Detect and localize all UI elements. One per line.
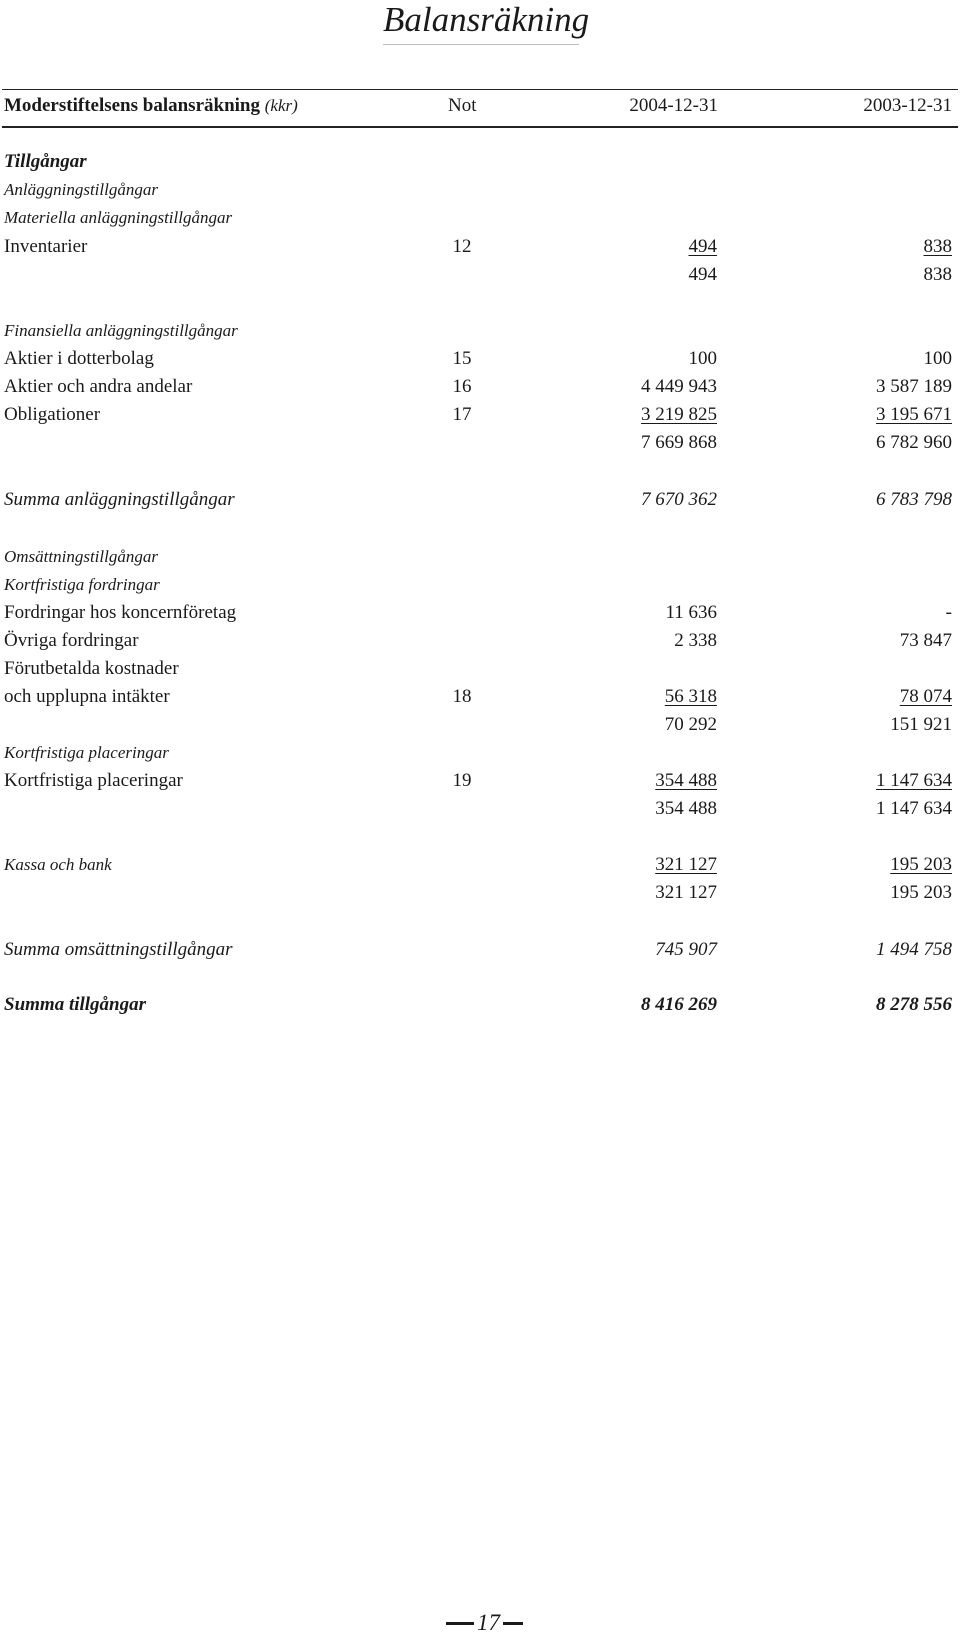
row-value-2004: 494 bbox=[688, 264, 717, 285]
subheading-materiella bbox=[0, 204, 960, 232]
row-value-2003: 838 bbox=[923, 236, 952, 257]
table-row bbox=[0, 683, 960, 711]
row-label: Finansiella anläggningstillgångar bbox=[4, 321, 238, 340]
row-value-2003: 838 bbox=[923, 264, 952, 285]
table-row bbox=[0, 345, 960, 373]
row-label: Aktier och andra andelar bbox=[4, 376, 193, 397]
row-label: Övriga fordringar bbox=[4, 630, 139, 651]
header-year-2004: 2004-12-31 bbox=[629, 95, 718, 116]
total-row-tillgangar bbox=[0, 991, 960, 1019]
row-value-2003: 195 203 bbox=[890, 882, 952, 903]
row-note: 16 bbox=[452, 376, 472, 397]
row-value-2004: 321 127 bbox=[655, 854, 717, 875]
row-value-2003: 73 847 bbox=[899, 630, 952, 651]
row-value-2003: 100 bbox=[923, 348, 952, 369]
header-unit: (kkr) bbox=[264, 96, 298, 115]
row-value-2004: 100 bbox=[688, 348, 717, 369]
row-value-2004: 56 318 bbox=[664, 686, 717, 707]
subheading-anlaggningstillgangar bbox=[0, 176, 960, 204]
row-value-2004: 11 636 bbox=[665, 602, 717, 623]
row-value-2004: 8 416 269 bbox=[641, 994, 717, 1015]
row-label: Kassa och bank bbox=[4, 855, 112, 874]
page-number-dash bbox=[446, 1622, 474, 1625]
row-label: Summa anläggningstillgångar bbox=[4, 489, 235, 510]
row-value-2004: 3 219 825 bbox=[641, 404, 717, 425]
sum-row-omsattningstillgangar bbox=[0, 936, 960, 964]
row-note: 12 bbox=[452, 236, 472, 257]
header-year-2003: 2003-12-31 bbox=[863, 95, 952, 116]
row-value-2003: 6 783 798 bbox=[876, 489, 952, 510]
section-heading-tillgangar bbox=[0, 148, 960, 176]
row-value-2003: 78 074 bbox=[899, 686, 952, 707]
row-label: Kortfristiga fordringar bbox=[4, 575, 160, 594]
table-row-kassa-och-bank bbox=[0, 851, 960, 879]
table-header bbox=[2, 89, 958, 128]
row-value-2004: 494 bbox=[688, 236, 717, 257]
row-value-2004: 4 449 943 bbox=[641, 376, 717, 397]
row-value-2004: 354 488 bbox=[655, 798, 717, 819]
header-note-column: Not bbox=[448, 95, 477, 116]
subheading-kortfristiga-fordringar bbox=[0, 571, 960, 599]
row-label: Summa tillgångar bbox=[4, 994, 147, 1015]
table-row bbox=[0, 599, 960, 627]
row-value-2003: 1 494 758 bbox=[876, 939, 952, 960]
table-row bbox=[0, 627, 960, 655]
table-row bbox=[0, 401, 960, 429]
row-label: Förutbetalda kostnader bbox=[4, 658, 179, 679]
row-value-2004: 354 488 bbox=[655, 770, 717, 791]
row-label: Obligationer bbox=[4, 404, 101, 425]
row-value-2004: 7 670 362 bbox=[641, 489, 717, 510]
row-label: Materiella anläggningstillgångar bbox=[4, 208, 233, 227]
table-row bbox=[0, 767, 960, 795]
page-number bbox=[446, 1610, 523, 1636]
row-label: Omsättningstillgångar bbox=[4, 547, 158, 566]
row-label: Kortfristiga placeringar bbox=[4, 770, 183, 791]
row-value-2003: 1 147 634 bbox=[876, 770, 952, 791]
row-label: Tillgångar bbox=[4, 151, 87, 172]
sum-row-anlaggningstillgangar bbox=[0, 486, 960, 514]
table-row bbox=[0, 233, 960, 261]
row-value-2004: 2 338 bbox=[674, 630, 717, 651]
row-note: 18 bbox=[452, 686, 472, 707]
page-number-dash bbox=[503, 1622, 523, 1625]
header-title: Moderstiftelsens balansräkning bbox=[4, 95, 260, 116]
row-note: 19 bbox=[452, 770, 472, 791]
row-value-2003: 151 921 bbox=[890, 714, 952, 735]
row-value-2003: 3 587 189 bbox=[876, 376, 952, 397]
row-label: Kortfristiga placeringar bbox=[4, 743, 169, 762]
row-value-2004: 745 907 bbox=[655, 939, 717, 960]
row-value-2003: 3 195 671 bbox=[876, 404, 952, 425]
subtotal-row bbox=[0, 429, 960, 457]
row-value-2003: 195 203 bbox=[890, 854, 952, 875]
row-value-2003: 6 782 960 bbox=[876, 432, 952, 453]
row-label: Fordringar hos koncernföretag bbox=[4, 602, 237, 623]
page-number-value: 17 bbox=[477, 1610, 500, 1635]
title-underline bbox=[383, 44, 579, 45]
subtotal-row bbox=[0, 795, 960, 823]
subheading-finansiella bbox=[0, 317, 960, 345]
row-note: 15 bbox=[452, 348, 472, 369]
subtotal-row bbox=[0, 879, 960, 907]
subheading-omsattningstillgangar bbox=[0, 543, 960, 571]
page-title: Balansräkning bbox=[383, 0, 590, 39]
table-row bbox=[0, 373, 960, 401]
row-value-2004: 70 292 bbox=[664, 714, 717, 735]
row-note: 17 bbox=[452, 404, 472, 425]
subtotal-row bbox=[0, 261, 960, 289]
row-label: Summa omsättningstillgångar bbox=[4, 939, 233, 960]
row-value-2003: 1 147 634 bbox=[876, 798, 952, 819]
row-value-2003: 8 278 556 bbox=[876, 994, 952, 1015]
header-label bbox=[4, 95, 298, 117]
row-label: Anläggningstillgångar bbox=[4, 180, 158, 199]
row-label: och upplupna intäkter bbox=[4, 686, 170, 707]
row-label: Inventarier bbox=[4, 236, 88, 257]
row-value-2004: 321 127 bbox=[655, 882, 717, 903]
row-value-2003: - bbox=[945, 602, 952, 623]
row-value-2004: 7 669 868 bbox=[641, 432, 717, 453]
subheading-kortfristiga-placeringar bbox=[0, 739, 960, 767]
table-row bbox=[0, 655, 960, 683]
row-label: Aktier i dotterbolag bbox=[4, 348, 154, 369]
subtotal-row bbox=[0, 711, 960, 739]
